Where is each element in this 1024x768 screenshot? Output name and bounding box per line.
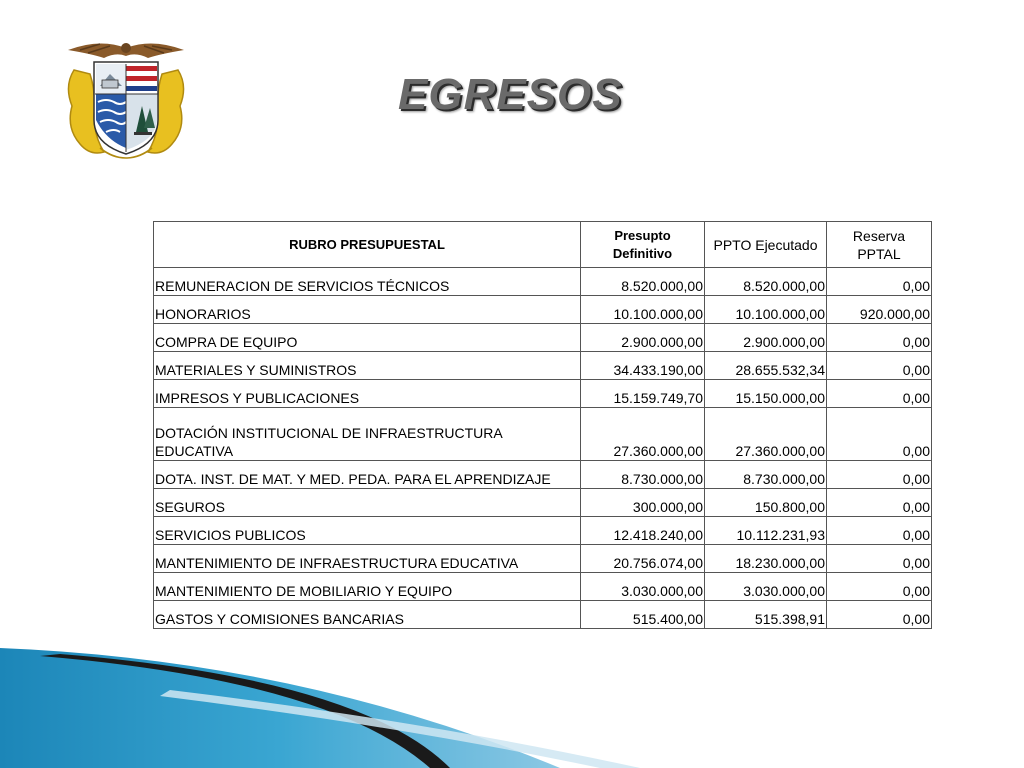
table-row	[154, 461, 932, 489]
cell-ejecutado: 8.520.000,00	[705, 268, 827, 296]
cell-rubro-line2: EDUCATIVA	[155, 443, 234, 459]
cell-reserva: 0,00	[827, 573, 932, 601]
decorative-wave	[0, 640, 1024, 768]
table-row	[154, 517, 932, 545]
cell-presupuesto: 34.433.190,00	[581, 352, 705, 380]
cell-ejecutado: 10.112.231,93	[705, 517, 827, 545]
cell-ejecutado: 515.398,91	[705, 601, 827, 629]
cell-ejecutado: 3.030.000,00	[705, 573, 827, 601]
table-row	[154, 408, 932, 461]
cell-rubro: SERVICIOS PUBLICOS	[154, 517, 581, 545]
cell-presupuesto: 515.400,00	[581, 601, 705, 629]
cell-reserva: 0,00	[827, 352, 932, 380]
header-ejecutado: PPTO Ejecutado	[705, 222, 827, 268]
cell-reserva: 0,00	[827, 408, 932, 461]
cell-ejecutado: 8.730.000,00	[705, 461, 827, 489]
cell-presupuesto: 27.360.000,00	[581, 408, 705, 461]
cell-rubro: HONORARIOS	[154, 296, 581, 324]
cell-reserva: 920.000,00	[827, 296, 932, 324]
table-row	[154, 601, 932, 629]
cell-presupuesto: 8.730.000,00	[581, 461, 705, 489]
cell-rubro: COMPRA DE EQUIPO	[154, 324, 581, 352]
cell-rubro: IMPRESOS Y PUBLICACIONES	[154, 380, 581, 408]
cell-ejecutado: 15.150.000,00	[705, 380, 827, 408]
cell-rubro: MANTENIMIENTO DE MOBILIARIO Y EQUIPO	[154, 573, 581, 601]
cell-rubro: SEGUROS	[154, 489, 581, 517]
cell-presupuesto: 8.520.000,00	[581, 268, 705, 296]
header-reserva	[827, 222, 932, 268]
cell-reserva: 0,00	[827, 545, 932, 573]
cell-presupuesto: 2.900.000,00	[581, 324, 705, 352]
coat-of-arms-icon	[60, 36, 192, 166]
header-presupuesto-line1: Presupto	[614, 227, 671, 243]
cell-reserva: 0,00	[827, 489, 932, 517]
header-presupuesto-line2: Definitivo	[612, 245, 673, 261]
cell-reserva: 0,00	[827, 517, 932, 545]
cell-ejecutado: 150.800,00	[705, 489, 827, 517]
cell-ejecutado: 28.655.532,34	[705, 352, 827, 380]
table-header-row	[154, 222, 932, 268]
cell-ejecutado: 2.900.000,00	[705, 324, 827, 352]
cell-reserva: 0,00	[827, 461, 932, 489]
cell-reserva: 0,00	[827, 380, 932, 408]
cell-presupuesto: 10.100.000,00	[581, 296, 705, 324]
cell-presupuesto: 12.418.240,00	[581, 517, 705, 545]
table-row	[154, 573, 932, 601]
cell-ejecutado: 10.100.000,00	[705, 296, 827, 324]
cell-rubro: MANTENIMIENTO DE INFRAESTRUCTURA EDUCATIVA	[154, 545, 581, 573]
header-rubro: RUBRO PRESUPUESTAL	[154, 222, 581, 268]
table-row	[154, 352, 932, 380]
cell-presupuesto: 20.756.074,00	[581, 545, 705, 573]
cell-ejecutado: 27.360.000,00	[705, 408, 827, 461]
cell-rubro-line1: DOTACIÓN INSTITUCIONAL DE INFRAESTRUCTURA	[155, 425, 503, 441]
cell-presupuesto: 300.000,00	[581, 489, 705, 517]
budget-table	[153, 221, 932, 629]
cell-rubro: REMUNERACION DE SERVICIOS TÉCNICOS	[154, 268, 581, 296]
cell-rubro: DOTA. INST. DE MAT. Y MED. PEDA. PARA EL APRENDIZAJE	[154, 461, 581, 489]
header-reserva-line2: PPTAL	[857, 245, 901, 262]
table-row	[154, 268, 932, 296]
table-row	[154, 545, 932, 573]
table-row	[154, 324, 932, 352]
cell-ejecutado: 18.230.000,00	[705, 545, 827, 573]
page-title: EGRESOS	[398, 70, 623, 119]
header-presupuesto	[581, 222, 705, 268]
cell-reserva: 0,00	[827, 601, 932, 629]
table-row	[154, 380, 932, 408]
table-row	[154, 296, 932, 324]
cell-rubro	[154, 408, 581, 461]
cell-rubro: GASTOS Y COMISIONES BANCARIAS	[154, 601, 581, 629]
cell-presupuesto: 15.159.749,70	[581, 380, 705, 408]
cell-rubro: MATERIALES Y SUMINISTROS	[154, 352, 581, 380]
cell-reserva: 0,00	[827, 324, 932, 352]
cell-presupuesto: 3.030.000,00	[581, 573, 705, 601]
cell-reserva: 0,00	[827, 268, 932, 296]
header-reserva-line1: Reserva	[852, 227, 906, 244]
table-row	[154, 489, 932, 517]
